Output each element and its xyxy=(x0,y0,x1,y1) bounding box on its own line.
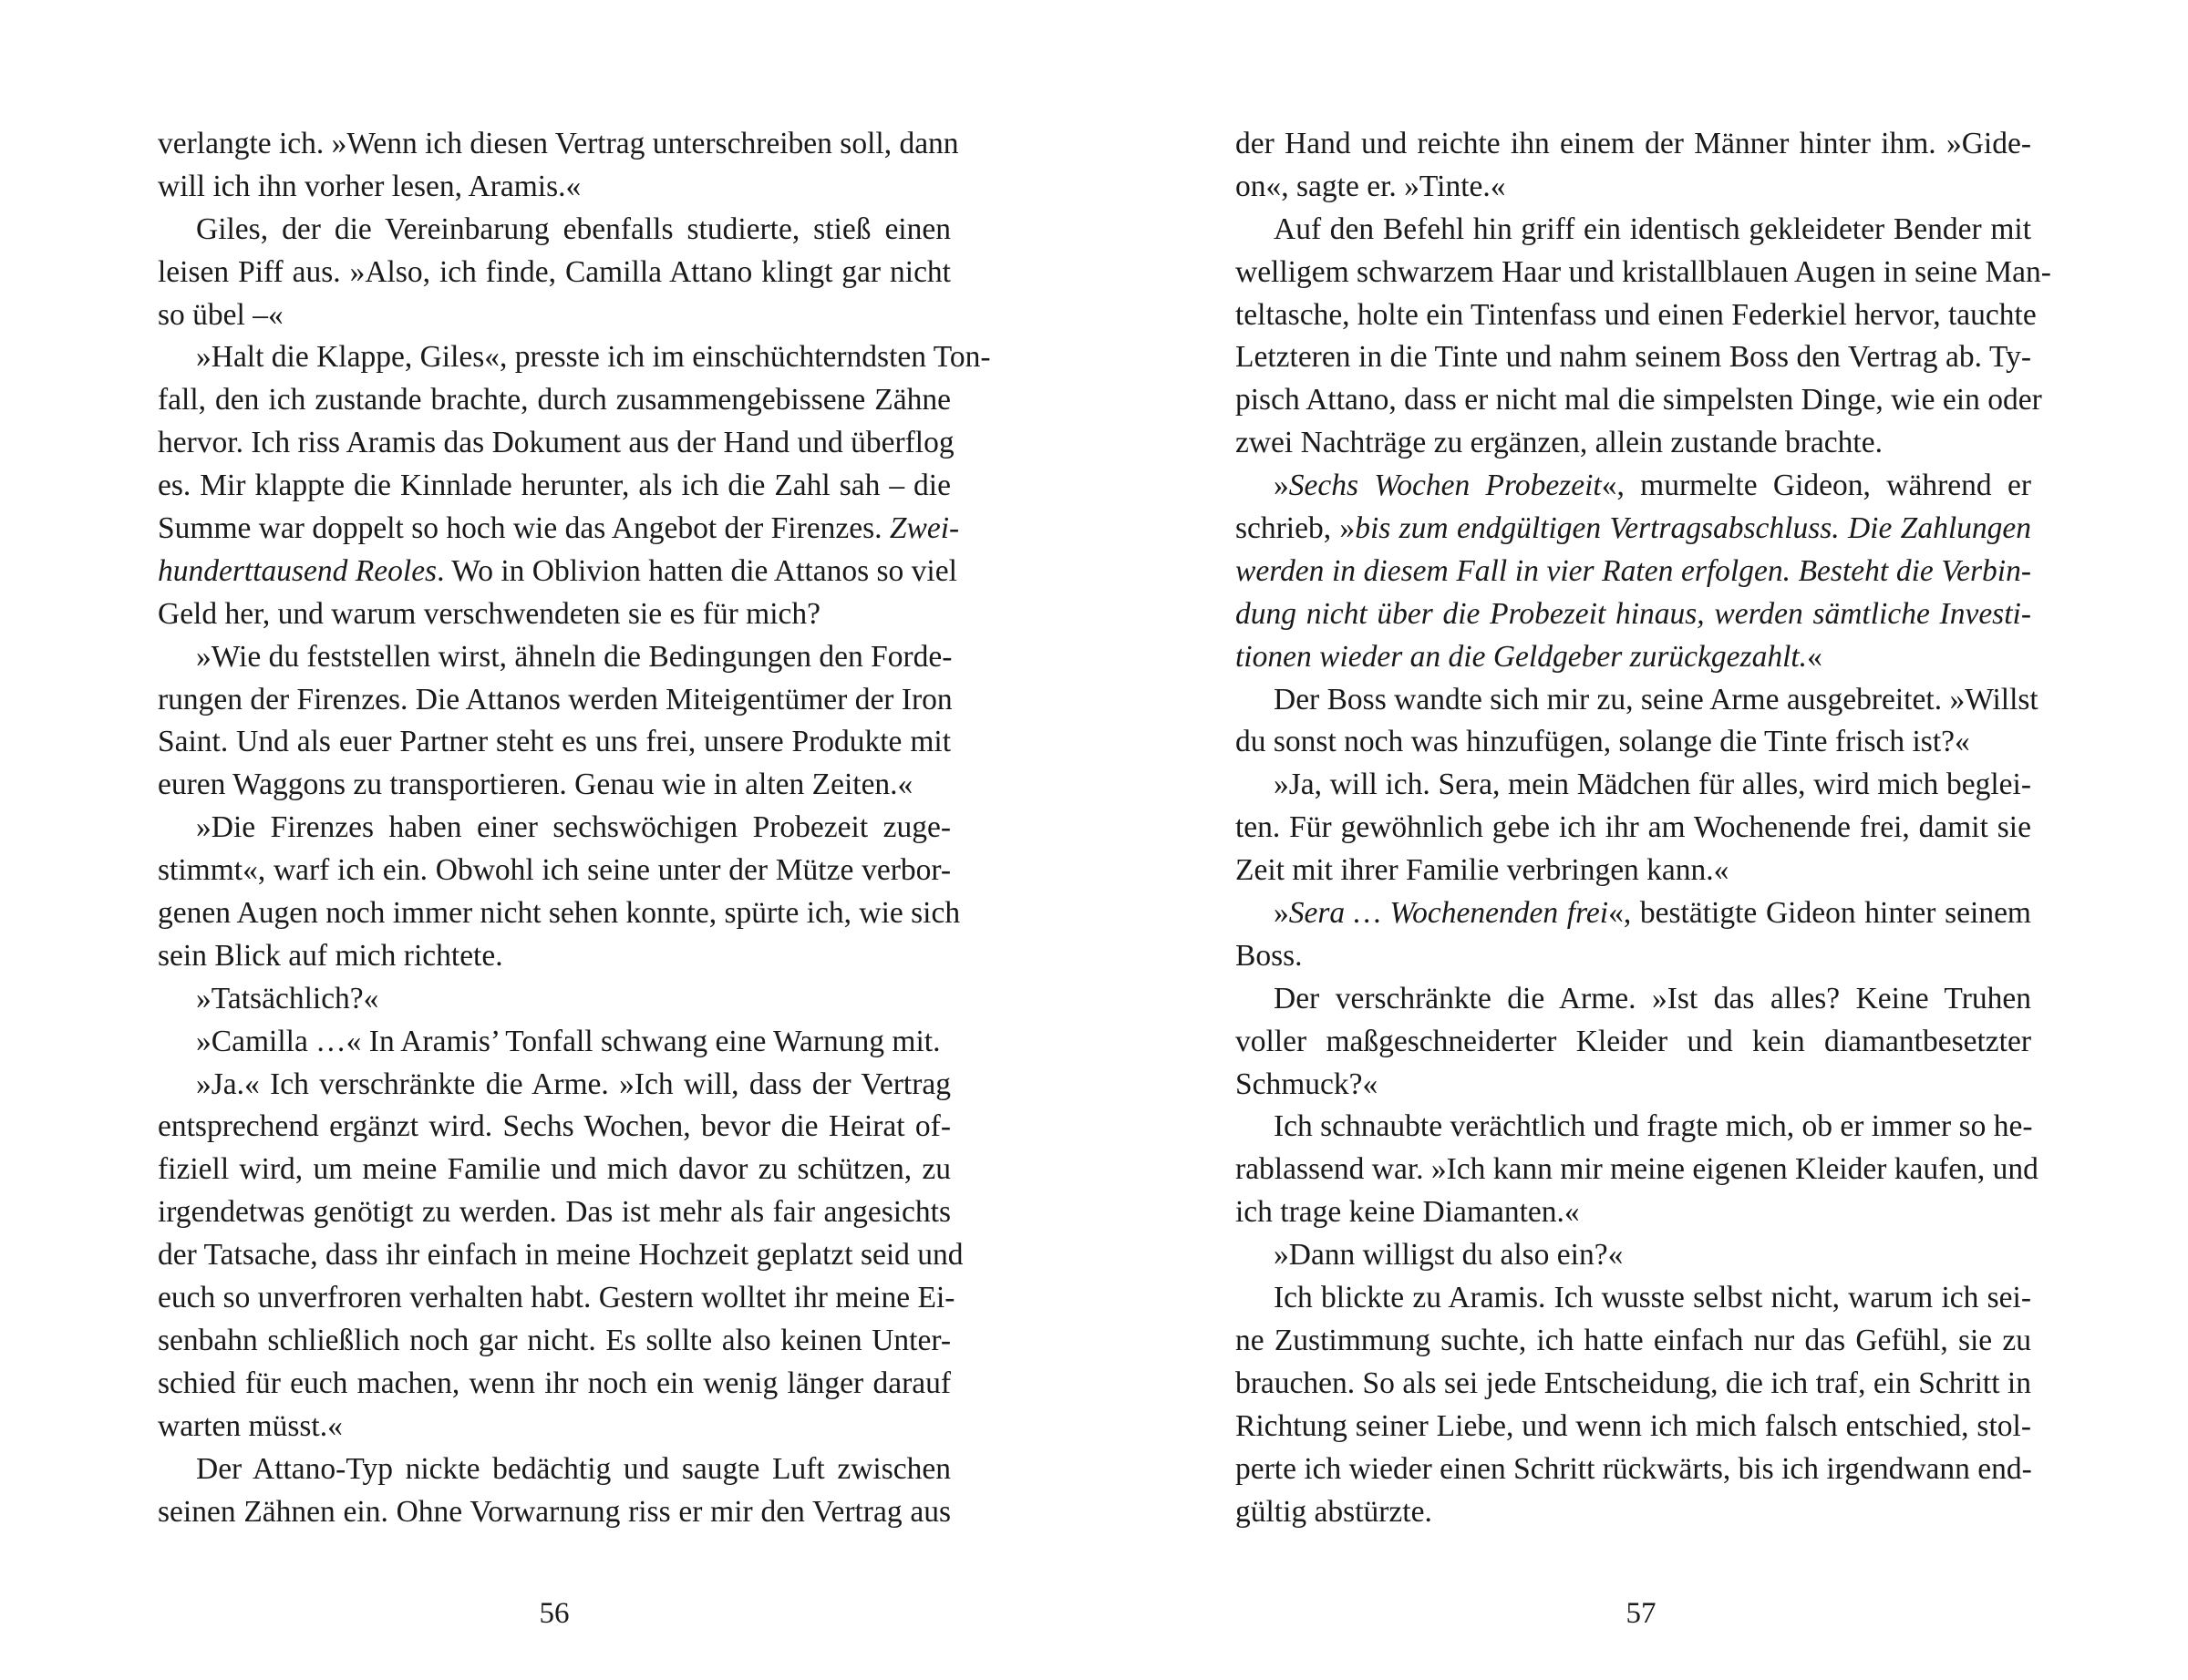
italic-span: dung nicht über die Probezeit hinaus, werden sämtliche Investi- xyxy=(1235,596,2031,631)
text-span: »Wie du feststellen wirst, ähneln die Bedingungen den Forde- xyxy=(196,639,953,674)
italic-span: Sechs Wochen Probezeit xyxy=(1288,469,1602,503)
text-span: Geld her, und warum verschwendeten sie es für mich? xyxy=(158,596,821,631)
text-span: Ich blickte zu Aramis. Ich wusste selbst nicht, warum ich sei- xyxy=(1274,1281,2031,1315)
text-line xyxy=(1235,679,2038,722)
text-line xyxy=(1235,1491,2031,1534)
text-span: Der verschränkte die Arme. »Ist das alles? Keine Truhen xyxy=(1274,981,2031,1015)
text-span: der Tatsache, dass ihr einfach in meine Hochzeit geplatzt seid und xyxy=(158,1238,964,1273)
text-span: irgendetwas genötigt zu werden. Das ist mehr als fair angesichts xyxy=(158,1195,951,1230)
text-span: ne Zustimmung suchte, ich hatte einfach nur das Gefühl, sie zu xyxy=(1235,1323,2031,1357)
text-line xyxy=(1235,850,2031,892)
text-line xyxy=(1235,209,2031,252)
text-line xyxy=(158,123,959,166)
text-span: stimmt«, warf ich ein. Obwohl ich seine unter der Mütze verbor- xyxy=(158,853,951,888)
text-line xyxy=(158,764,951,807)
text-span: entsprechend ergänzt wird. Sechs Wochen, bevor die Heirat of- xyxy=(158,1109,951,1144)
text-line xyxy=(1235,422,2031,465)
text-span: Boss. xyxy=(1235,938,1303,973)
text-line xyxy=(1235,764,2031,807)
text-span: hervor. Ich riss Aramis das Dokument aus der Hand und überflog xyxy=(158,426,955,460)
text-span: «, murmelte Gideon, während er xyxy=(1601,469,2031,503)
italic-span: werden in diesem Fall in vier Raten erfolgen. Besteht die Verbin- xyxy=(1235,553,2031,588)
text-line xyxy=(158,935,951,978)
italic-span: bis zum endgültigen Vertragsabschluss. Die Zahlungen xyxy=(1355,511,2031,546)
text-line xyxy=(1235,593,2031,636)
text-line xyxy=(158,508,960,551)
text-line xyxy=(1235,252,2051,294)
text-span: »Camilla …« In Aramis’ Tonfall schwang eine Warnung mit. xyxy=(196,1024,941,1058)
text-line xyxy=(1235,379,2042,422)
text-span: ten. Für gewöhnlich gebe ich ihr am Wochenende frei, damit sie xyxy=(1235,810,2031,845)
text-line xyxy=(1235,978,2031,1021)
text-line xyxy=(1235,1021,2031,1064)
text-span: on«, sagte er. »Tinte.« xyxy=(1235,169,1506,203)
text-span: »Tatsächlich?« xyxy=(196,981,379,1015)
text-span: «, bestätigte Gideon hinter seinem xyxy=(1608,896,2031,931)
left-page-text xyxy=(158,123,991,1533)
text-line xyxy=(1235,1406,2031,1448)
text-line xyxy=(158,721,951,764)
text-line xyxy=(158,1448,951,1491)
text-span: « xyxy=(1807,639,1822,674)
text-span: Der Boss wandte sich mir zu, seine Arme ausgebreitet. »Willst xyxy=(1274,682,2038,716)
text-line xyxy=(158,1406,951,1448)
text-line xyxy=(158,1149,951,1191)
text-span: teltasche, holte ein Tintenfass und einen Federkiel hervor, tauchte xyxy=(1235,297,2037,332)
text-span: euch so unverfroren verhalten habt. Gestern wolltet ihr meine Ei- xyxy=(158,1281,955,1315)
text-line xyxy=(158,1234,964,1277)
text-line xyxy=(1235,636,2031,679)
text-span: » xyxy=(1274,469,1289,503)
text-line xyxy=(1235,1320,2031,1363)
text-span: so übel –« xyxy=(158,297,284,332)
text-line xyxy=(158,209,951,252)
text-line xyxy=(1235,294,2037,337)
text-line xyxy=(158,679,951,722)
text-span: fall, den ich zustande brachte, durch zusammengebissene Zähne xyxy=(158,383,951,417)
text-span: fiziell wird, um meine Familie und mich davor zu schützen, zu xyxy=(158,1152,951,1187)
text-line xyxy=(1235,935,2031,978)
text-span: seinen Zähnen ein. Ohne Vorwarnung riss er mir den Vertrag aus xyxy=(158,1494,951,1529)
text-span: »Dann willigst du also ein?« xyxy=(1274,1238,1624,1273)
text-line xyxy=(158,1106,951,1149)
text-span: Auf den Befehl hin griff ein identisch gekleideter Bender mit xyxy=(1274,211,2031,246)
text-span: »Ja.« Ich verschränkte die Arme. »Ich will, dass der Vertrag xyxy=(196,1067,951,1101)
text-span: Schmuck?« xyxy=(1235,1067,1378,1101)
text-line xyxy=(1235,721,2031,764)
text-line xyxy=(1235,336,2031,379)
text-line xyxy=(1235,1363,2031,1406)
text-span: der Hand und reichte ihn einem der Männer hinter ihm. »Gide- xyxy=(1235,127,2031,160)
text-span: du sonst noch was hinzufügen, solange die Tinte frisch ist?« xyxy=(1235,725,1970,759)
text-line xyxy=(158,294,951,337)
text-span: gültig abstürzte. xyxy=(1235,1494,1432,1529)
text-line xyxy=(1235,892,2031,935)
italic-span: hunderttausend Reoles xyxy=(158,553,438,588)
right-page-text xyxy=(1235,123,2051,1533)
text-span: schied für euch machen, wenn ihr noch ein wenig länger darauf xyxy=(158,1366,951,1400)
text-line xyxy=(158,1363,951,1406)
text-line xyxy=(158,978,951,1021)
text-line xyxy=(158,807,951,850)
text-span: Ich schnaubte verächtlich und fragte mich, ob er immer so he- xyxy=(1274,1109,2033,1144)
text-span: voller maßgeschneiderter Kleider und kein diamantbesetzter xyxy=(1235,1024,2031,1058)
text-line xyxy=(1235,465,2031,508)
text-line xyxy=(1235,1191,2031,1234)
text-span: schrieb, » xyxy=(1235,511,1356,546)
italic-span: tionen wieder an die Geldgeber zurückgezahlt. xyxy=(1235,639,1808,674)
text-line xyxy=(158,379,951,422)
text-line xyxy=(158,1064,951,1107)
text-span: leisen Piff aus. »Also, ich finde, Camilla Attano klingt gar nicht xyxy=(158,254,951,289)
right-page xyxy=(1094,0,2188,1680)
text-span: euren Waggons zu transportieren. Genau wie in alten Zeiten.« xyxy=(158,768,913,802)
text-span: . Wo in Oblivion hatten die Attanos so viel xyxy=(437,553,957,588)
text-span: Summe war doppelt so hoch wie das Angebot der Firenzes. xyxy=(158,511,890,546)
text-line xyxy=(1235,123,2031,166)
text-span: ich trage keine Diamanten.« xyxy=(1235,1195,1580,1230)
text-line xyxy=(1235,807,2031,850)
text-line xyxy=(1235,508,2031,551)
text-line xyxy=(1235,166,2031,209)
text-span: »Halt die Klappe, Giles«, presste ich im einschüchterndsten Ton- xyxy=(196,340,991,375)
text-line xyxy=(1235,1277,2031,1320)
text-span: brauchen. So als sei jede Entscheidung, die ich traf, ein Schritt in xyxy=(1235,1366,2031,1400)
text-span: sein Blick auf mich richtete. xyxy=(158,938,503,973)
text-span: pisch Attano, dass er nicht mal die simpelsten Dinge, wie ein oder xyxy=(1235,383,2042,417)
text-span: Zeit mit ihrer Familie verbringen kann.« xyxy=(1235,853,1729,888)
text-span: Der Attano-Typ nickte bedächtig und saugte Luft zwischen xyxy=(196,1451,951,1486)
text-line xyxy=(158,1320,951,1363)
text-line xyxy=(158,1021,951,1064)
text-span: » xyxy=(1274,896,1289,931)
text-line xyxy=(158,252,951,294)
text-line xyxy=(158,636,951,679)
text-line xyxy=(1235,1106,2031,1149)
text-span: »Die Firenzes haben einer sechswöchigen Probezeit zuge- xyxy=(196,810,951,845)
italic-span: Zwei- xyxy=(889,511,960,546)
text-span: »Ja, will ich. Sera, mein Mädchen für alles, wird mich beglei- xyxy=(1274,768,2031,802)
text-line xyxy=(158,1491,951,1534)
text-line xyxy=(1235,1448,2031,1491)
text-span: Letzteren in die Tinte und nahm seinem Boss den Vertrag ab. Ty- xyxy=(1235,340,2031,375)
text-span: genen Augen noch immer nicht sehen konnte, spürte ich, wie sich xyxy=(158,896,961,931)
text-line xyxy=(158,1191,951,1234)
text-span: senbahn schließlich noch gar nicht. Es sollte also keinen Unter- xyxy=(158,1323,951,1357)
text-span: welligem schwarzem Haar und kristallblauen Augen in seine Man- xyxy=(1235,254,2051,289)
text-span: Saint. Und als euer Partner steht es uns frei, unsere Produkte mit xyxy=(158,725,951,759)
text-line xyxy=(1235,1234,2031,1277)
text-line xyxy=(158,892,961,935)
text-span: warten müsst.« xyxy=(158,1408,343,1443)
text-span: verlangte ich. »Wenn ich diesen Vertrag unterschreiben soll, dann xyxy=(158,127,959,160)
text-line xyxy=(1235,1149,2038,1191)
text-span: Richtung seiner Liebe, und wenn ich mich falsch entschied, stol- xyxy=(1235,1408,2031,1443)
text-span: es. Mir klappte die Kinnlade herunter, als ich die Zahl sah – die xyxy=(158,469,951,503)
text-span: perte ich wieder einen Schritt rückwärts, bis ich irgendwann end- xyxy=(1235,1451,2032,1486)
text-span: rungen der Firenzes. Die Attanos werden Miteigentümer der Iron xyxy=(158,682,953,716)
text-line xyxy=(158,1277,955,1320)
text-span: rablassend war. »Ich kann mir meine eigenen Kleider kaufen, und xyxy=(1235,1152,2038,1187)
italic-span: Sera … Wochenenden frei xyxy=(1288,896,1609,931)
text-span: zwei Nachträge zu ergänzen, allein zustande brachte. xyxy=(1235,426,1883,460)
text-span: will ich ihn vorher lesen, Aramis.« xyxy=(158,169,582,203)
text-line xyxy=(158,422,955,465)
left-page-number: 56 xyxy=(539,1597,570,1630)
text-line xyxy=(158,850,951,892)
text-span: Giles, der die Vereinbarung ebenfalls studierte, stieß einen xyxy=(196,211,951,246)
text-line xyxy=(1235,1064,2031,1107)
text-line xyxy=(158,166,951,209)
text-line xyxy=(158,336,991,379)
text-line xyxy=(158,593,951,636)
text-line xyxy=(1235,551,2031,593)
right-page-number: 57 xyxy=(1626,1597,1656,1630)
text-line xyxy=(158,551,957,593)
text-line xyxy=(158,465,951,508)
